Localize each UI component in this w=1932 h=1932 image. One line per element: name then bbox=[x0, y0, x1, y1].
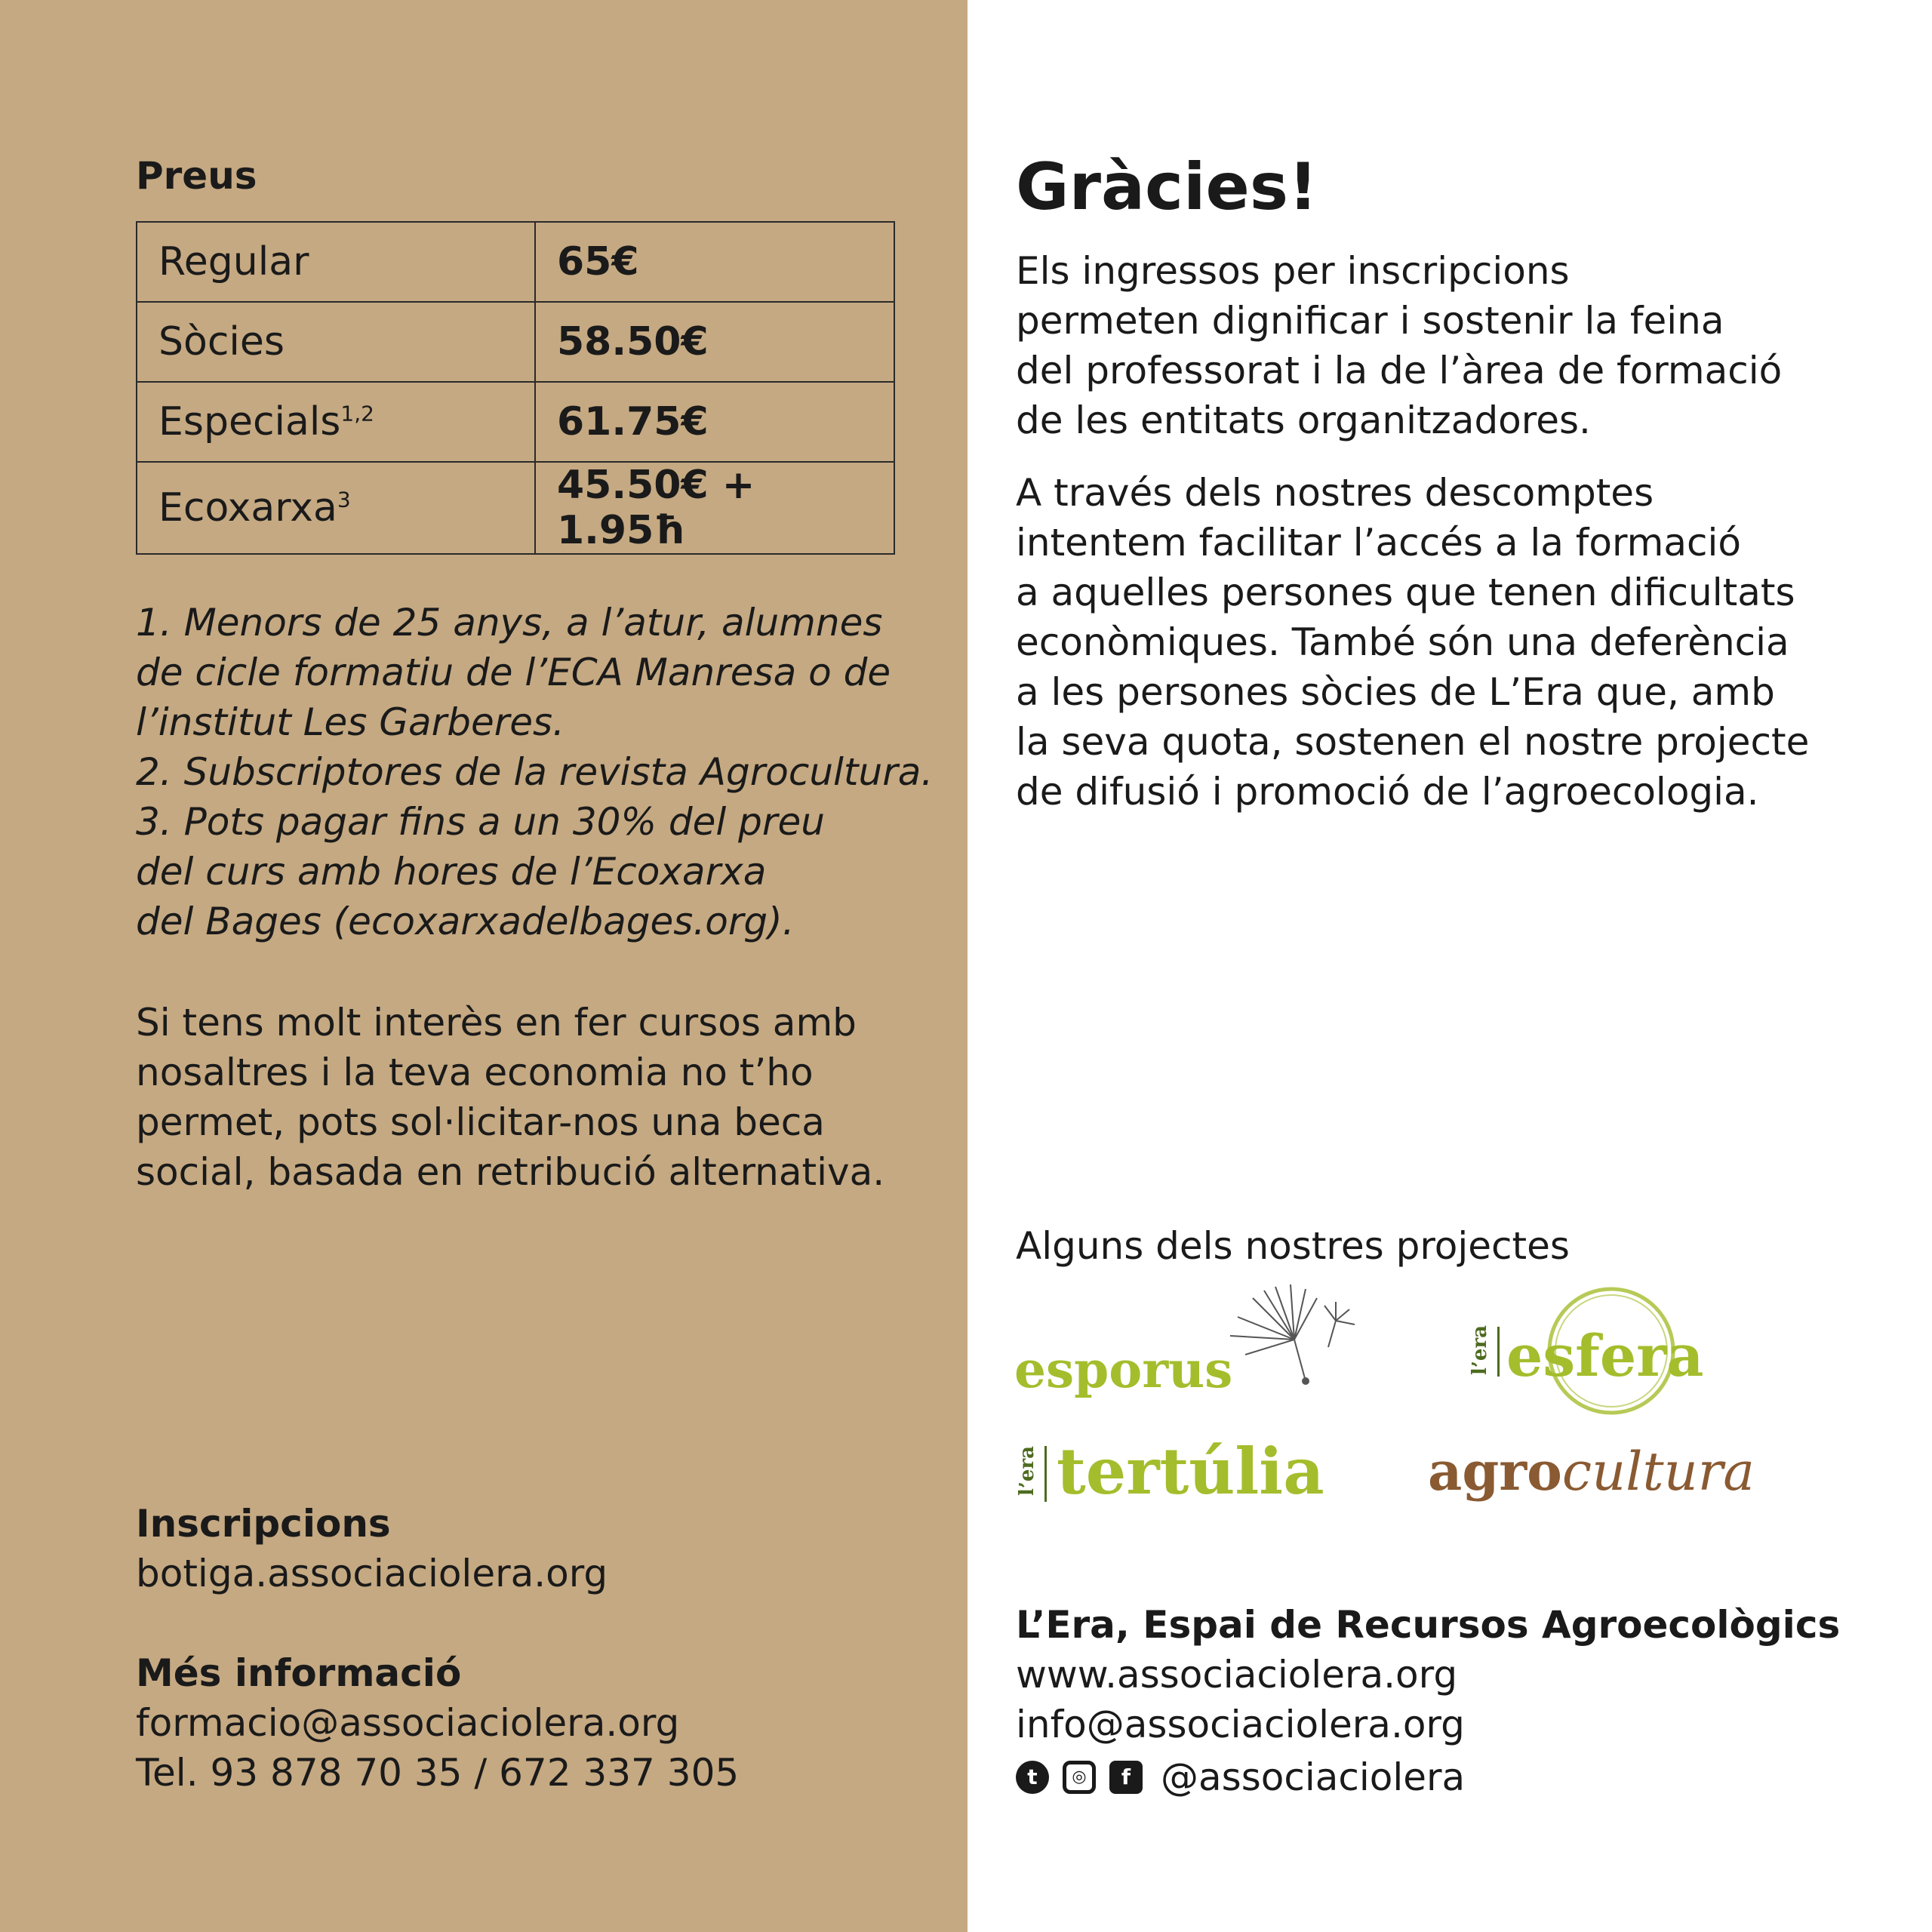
table-row bbox=[137, 302, 894, 382]
footnotes bbox=[136, 598, 933, 946]
agrocultura-logo[interactable] bbox=[1428, 1440, 1783, 1515]
esfera-divider bbox=[1497, 1327, 1500, 1377]
paragraph-line: a les persones sòcies de L’Era que, amb bbox=[1016, 670, 1775, 714]
more-info-email[interactable]: formacio@associaciolera.org bbox=[136, 1701, 680, 1745]
grant-text bbox=[136, 998, 884, 1197]
paragraph-line: intentem facilitar l’accés a la formació bbox=[1016, 521, 1741, 565]
org-contact bbox=[1016, 1600, 1840, 1802]
footnote-line: del curs amb hores de l’Ecoxarxa bbox=[136, 850, 767, 894]
social-row bbox=[1016, 1749, 1840, 1802]
grant-line: nosaltres i la teva economia no t’ho bbox=[136, 1051, 814, 1094]
footnote-line: l’institut Les Garberes. bbox=[136, 700, 565, 744]
paragraph-line: A través dels nostres descomptes bbox=[1016, 471, 1654, 515]
paragraph-line: permeten dignificar i sostenir la feina bbox=[1016, 299, 1724, 343]
thanks-title: Gràcies! bbox=[1016, 149, 1318, 225]
footnote-line: 3. Pots pagar fins a un 30% del preu bbox=[136, 800, 825, 844]
esporus-wordmark: esporus bbox=[1014, 1340, 1233, 1399]
paragraph-line: la seva quota, sostenen el nostre projecte bbox=[1016, 720, 1810, 764]
esfera-logo[interactable] bbox=[1464, 1283, 1758, 1419]
price-value: 61.75€ bbox=[535, 382, 894, 462]
footnote-ref: 1,2 bbox=[340, 401, 374, 426]
grant-line: permet, pots sol·licitar-nos una beca bbox=[136, 1100, 825, 1144]
price-label bbox=[137, 462, 535, 554]
twitter-icon[interactable]: t bbox=[1016, 1761, 1049, 1794]
social-handle[interactable]: @associaciolera bbox=[1161, 1755, 1466, 1799]
paragraph-line: de les entitats organitzadores. bbox=[1016, 398, 1591, 442]
table-row bbox=[137, 462, 894, 554]
price-value: 58.50€ bbox=[535, 302, 894, 382]
footnote-line: del Bages (ecoxarxadelbages.org). bbox=[136, 900, 795, 943]
esfera-prefix: l’era bbox=[1469, 1325, 1491, 1376]
org-name: L’Era, Espai de Recursos Agroecològics bbox=[1016, 1603, 1841, 1647]
esfera-wordmark: esfera bbox=[1506, 1322, 1704, 1389]
footnote-line: 2. Subscriptores de la revista Agrocultura. bbox=[136, 750, 934, 794]
table-row bbox=[137, 382, 894, 462]
price-label bbox=[137, 222, 535, 302]
facebook-icon[interactable]: f bbox=[1109, 1761, 1143, 1794]
price-label-text: Sòcies bbox=[158, 319, 285, 365]
more-info-heading: Més informació bbox=[136, 1651, 462, 1695]
paragraph-line: del professorat i la de l’àrea de formació bbox=[1016, 349, 1783, 392]
grant-line: social, basada en retribució alternativa. bbox=[136, 1150, 885, 1194]
grant-line: Si tens molt interès en fer cursos amb bbox=[136, 1001, 857, 1044]
more-info-block bbox=[136, 1648, 739, 1798]
price-label-text: Regular bbox=[158, 239, 309, 285]
paragraph-line: Els ingressos per inscripcions bbox=[1016, 249, 1570, 293]
more-info-phone[interactable]: Tel. 93 878 70 35 / 672 337 305 bbox=[136, 1751, 740, 1795]
agrocultura-bold: agro bbox=[1428, 1440, 1562, 1503]
footnote-ref: 3 bbox=[337, 487, 351, 512]
paragraph-line: de difusió i promoció de l’agroecologia. bbox=[1016, 770, 1759, 814]
prices-heading: Preus bbox=[136, 154, 257, 198]
paragraph-1 bbox=[1016, 246, 1782, 445]
tertulia-prefix: l’era bbox=[1016, 1446, 1038, 1497]
esporus-logo[interactable] bbox=[1011, 1283, 1358, 1404]
price-value: 65€ bbox=[535, 222, 894, 302]
footnote-line: 1. Menors de 25 anys, a l’atur, alumnes bbox=[136, 601, 883, 645]
agrocultura-italic: cultura bbox=[1561, 1441, 1755, 1503]
inscriptions-link[interactable]: botiga.associaciolera.org bbox=[136, 1552, 608, 1595]
dandelion-icon bbox=[1223, 1283, 1358, 1389]
price-value: 45.50€ + 1.95ħ bbox=[535, 462, 894, 554]
price-label bbox=[137, 382, 535, 462]
tertulia-wordmark: tertúlia bbox=[1057, 1434, 1324, 1509]
org-email[interactable]: info@associaciolera.org bbox=[1016, 1703, 1465, 1746]
org-website[interactable]: www.associaciolera.org bbox=[1016, 1653, 1458, 1697]
price-label bbox=[137, 302, 535, 382]
tertulia-logo[interactable] bbox=[1016, 1434, 1348, 1517]
price-label-text: Ecoxarxa bbox=[158, 485, 337, 531]
footnote-line: de cicle formatiu de l’ECA Manresa o de bbox=[136, 651, 891, 694]
paragraph-line: econòmiques. També són una deferència bbox=[1016, 620, 1789, 664]
projects-heading: Alguns dels nostres projectes bbox=[1016, 1224, 1570, 1268]
tertulia-divider bbox=[1044, 1446, 1047, 1502]
instagram-icon[interactable]: ◎ bbox=[1063, 1761, 1096, 1794]
price-table bbox=[136, 221, 895, 555]
inscriptions-heading: Inscripcions bbox=[136, 1502, 391, 1546]
price-label-text: Especials bbox=[158, 399, 341, 445]
paragraph-2 bbox=[1016, 468, 1809, 817]
paragraph-line: a aquelles persones que tenen dificultats bbox=[1016, 571, 1795, 614]
table-row bbox=[137, 222, 894, 302]
inscriptions-block bbox=[136, 1499, 608, 1598]
